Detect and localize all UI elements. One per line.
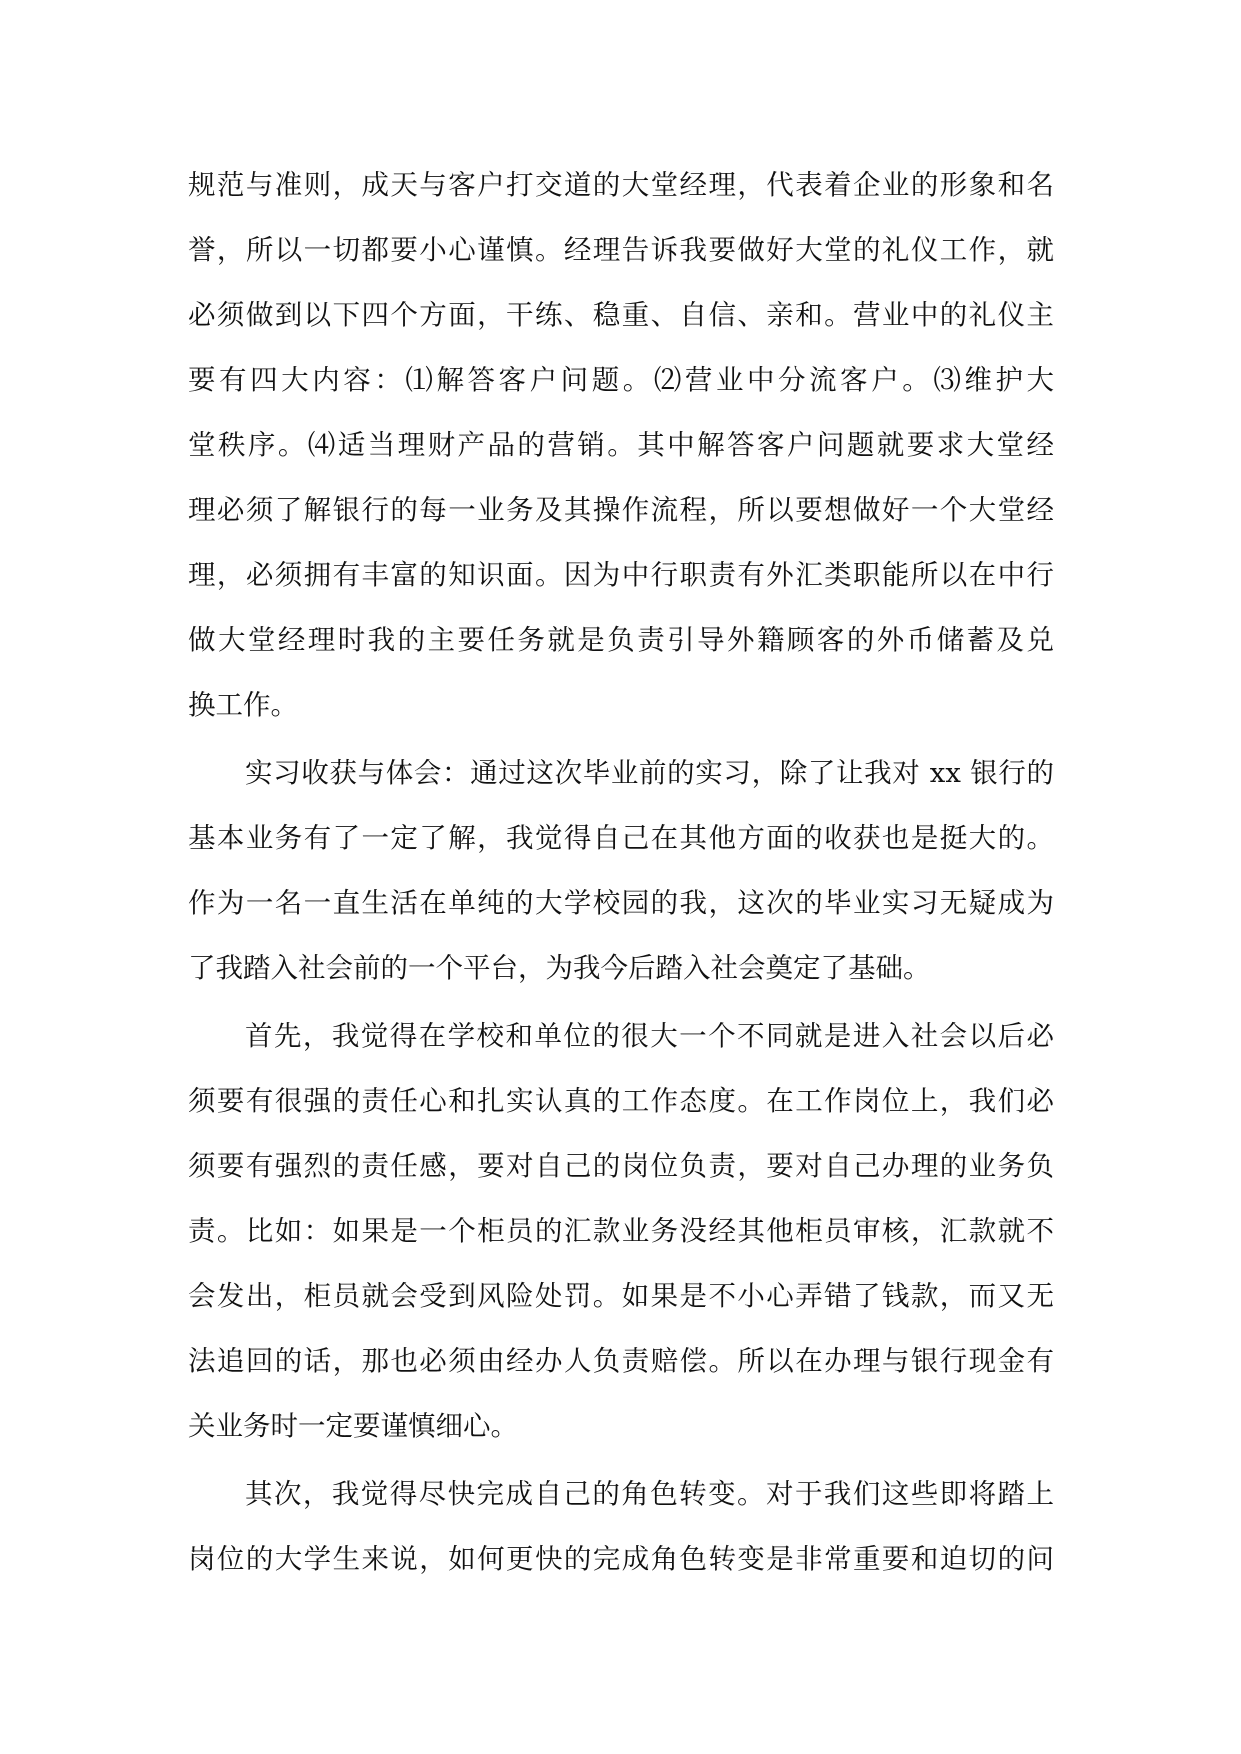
text-line: 其次，我觉得尽快完成自己的角色转变。对于我们这些即将踏上 — [245, 1478, 1054, 1510]
text-line: 须要有强烈的责任感，要对自己的岗位负责，要对自己办理的业务负 — [188, 1150, 1054, 1182]
text-line: 法追回的话，那也必须由经办人负责赔偿。所以在办理与银行现金有 — [188, 1345, 1054, 1377]
text-line: 誉，所以一切都要小心谨慎。经理告诉我要做好大堂的礼仪工作，就 — [188, 234, 1054, 266]
text-line: 堂秩序。⑷适当理财产品的营销。其中解答客户问题就要求大堂经 — [188, 429, 1054, 461]
text-line: 换工作。 — [188, 689, 298, 721]
text-line: 规范与准则，成天与客户打交道的大堂经理，代表着企业的形象和名 — [188, 169, 1054, 201]
text-line: 基本业务有了一定了解，我觉得自己在其他方面的收获也是挺大的。 — [188, 822, 1054, 854]
text-line: 必须做到以下四个方面，干练、稳重、自信、亲和。营业中的礼仪主 — [188, 299, 1054, 331]
paragraph — [188, 741, 1054, 1001]
text-line: 作为一名一直生活在单纯的大学校园的我，这次的毕业实习无疑成为 — [188, 887, 1054, 919]
text-line: 了我踏入社会前的一个平台，为我今后踏入社会奠定了基础。 — [188, 952, 931, 984]
paragraph — [188, 1004, 1054, 1459]
paragraph — [188, 153, 1054, 738]
paragraph — [188, 1462, 1054, 1592]
text-line: 关业务时一定要谨慎细心。 — [188, 1410, 518, 1442]
text-line: 做大堂经理时我的主要任务就是负责引导外籍顾客的外币储蓄及兑 — [188, 624, 1054, 656]
document-body — [188, 153, 1054, 1592]
text-line: 岗位的大学生来说，如何更快的完成角色转变是非常重要和迫切的问 — [188, 1543, 1054, 1575]
text-line: 要有四大内容：⑴解答客户问题。⑵营业中分流客户。⑶维护大 — [188, 364, 1054, 396]
text-line: 首先，我觉得在学校和单位的很大一个不同就是进入社会以后必 — [245, 1020, 1054, 1052]
text-line: 会发出，柜员就会受到风险处罚。如果是不小心弄错了钱款，而又无 — [188, 1280, 1054, 1312]
text-line: 责。比如：如果是一个柜员的汇款业务没经其他柜员审核，汇款就不 — [188, 1215, 1054, 1247]
text-line: 实习收获与体会：通过这次毕业前的实习，除了让我对 xx 银行的 — [245, 757, 1054, 789]
text-line: 理，必须拥有丰富的知识面。因为中行职责有外汇类职能所以在中行 — [188, 559, 1054, 591]
text-line: 须要有很强的责任心和扎实认真的工作态度。在工作岗位上，我们必 — [188, 1085, 1054, 1117]
text-line: 理必须了解银行的每一业务及其操作流程，所以要想做好一个大堂经 — [188, 494, 1054, 526]
